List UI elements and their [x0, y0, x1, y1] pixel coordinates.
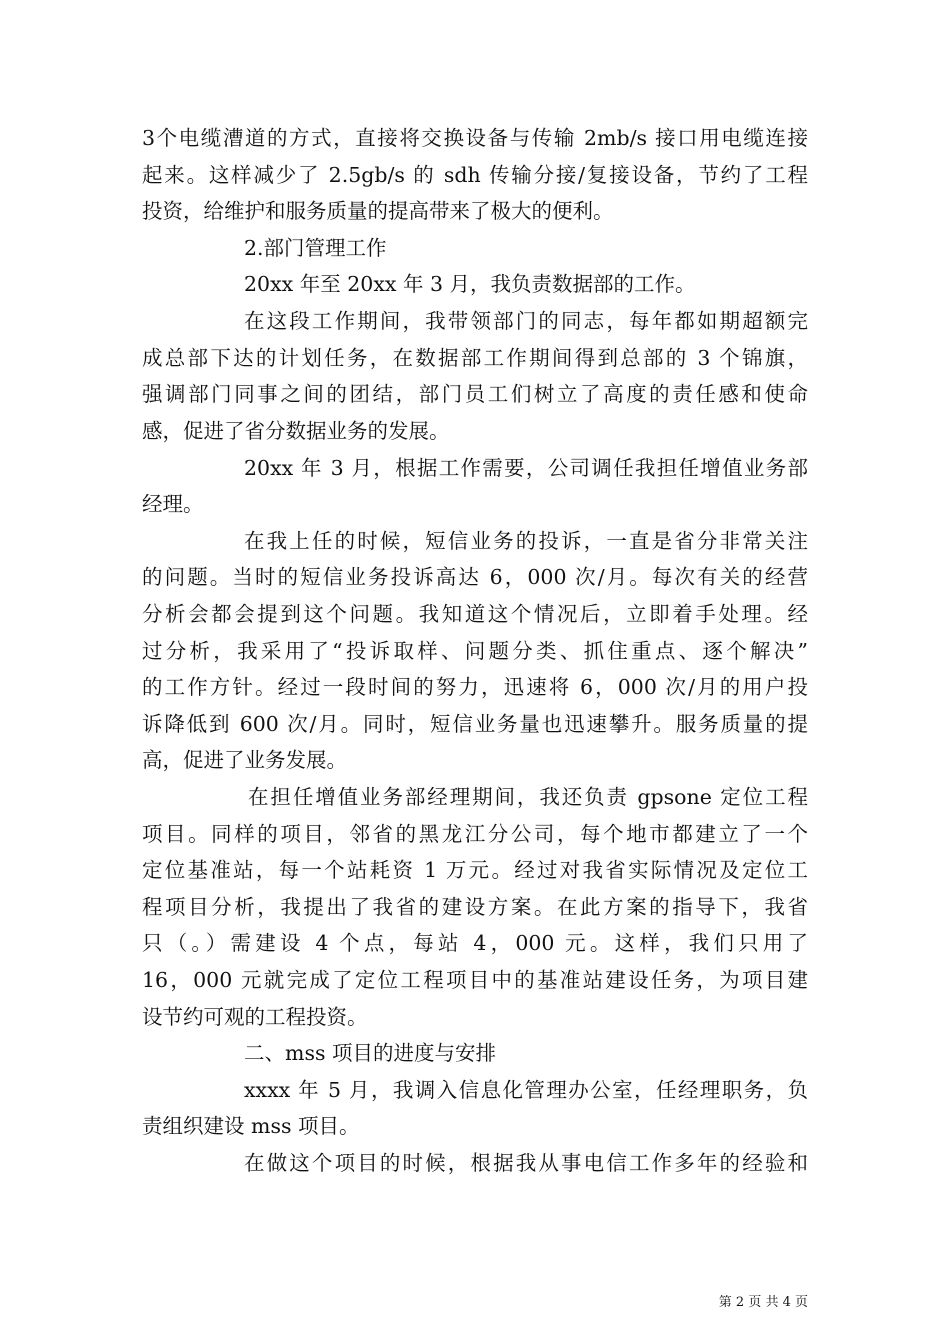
text-line: 20xx 年至 20xx 年 3 月，我负责数据部的工作。: [244, 272, 696, 296]
text-line: 经理。: [142, 492, 204, 516]
text-line: 在我上任的时候，短信业务的投诉，一直是省分非常关注: [244, 529, 808, 553]
text-line: 的工作方针。经过一段时间的努力，迅速将 6，000 次/月的用户投: [142, 675, 808, 699]
text-line: 过分析，我采用了“投诉取样、问题分类、抓住重点、逐个解决”: [142, 639, 808, 663]
text-line: 诉降低到 600 次/月。同时，短信业务量也迅速攀升。服务质量的提: [142, 712, 808, 736]
text-line: 感，促进了省分数据业务的发展。: [142, 419, 450, 443]
text-line: 16，000 元就完成了定位工程项目中的基准站建设任务，为项目建: [142, 968, 808, 992]
text-line: 在做这个项目的时候，根据我从事电信工作多年的经验和: [244, 1151, 808, 1175]
text-line: 责组织建设 mss 项目。: [142, 1114, 360, 1138]
section-heading: 二、mss 项目的进度与安排: [244, 1041, 496, 1065]
text-line: 分析会都会提到这个问题。我知道这个情况后，立即着手处理。经: [142, 602, 808, 626]
text-line: 定位基准站，每一个站耗资 1 万元。经过对我省实际情况及定位工: [142, 858, 808, 882]
text-line: 在这段工作期间，我带领部门的同志，每年都如期超额完: [244, 309, 808, 333]
text-line: 只（。）需建设 4 个点，每站 4，000 元。这样，我们只用了: [142, 931, 808, 955]
page-number: 第 2 页 共 4 页: [718, 1295, 808, 1310]
text-line: xxxx 年 5 月，我调入信息化管理办公室，任经理职务，负: [244, 1078, 808, 1102]
text-line: 设节约可观的工程投资。: [142, 1005, 368, 1029]
section-heading: 2.部门管理工作: [244, 236, 387, 260]
text-line: 20xx 年 3 月，根据工作需要，公司调任我担任增值业务部: [244, 456, 808, 480]
text-line: 成总部下达的计划任务，在数据部工作期间得到总部的 3 个锦旗，: [142, 346, 808, 370]
text-line: 的问题。当时的短信业务投诉高达 6，000 次/月。每次有关的经营: [142, 565, 808, 589]
text-line: 投资，给维护和服务质量的提高带来了极大的便利。: [142, 199, 614, 223]
text-line: 项目。同样的项目，邻省的黑龙江分公司，每个地市都建立了一个: [142, 822, 808, 846]
text-line: 强调部门同事之间的团结，部门员工们树立了高度的责任感和使命: [142, 382, 808, 406]
text-line: 高，促进了业务发展。: [142, 748, 347, 772]
text-line: 起来。这样减少了 2.5gb/s 的 sdh 传输分接/复接设备，节约了工程: [142, 163, 808, 187]
text-line: 3个电缆漕道的方式，直接将交换设备与传输 2mb/s 接口用电缆连接: [142, 126, 808, 150]
text-line: 在担任增值业务部经理期间，我还负责 gpsone 定位工程: [248, 785, 808, 809]
text-line: 程项目分析，我提出了我省的建设方案。在此方案的指导下，我省: [142, 895, 808, 919]
